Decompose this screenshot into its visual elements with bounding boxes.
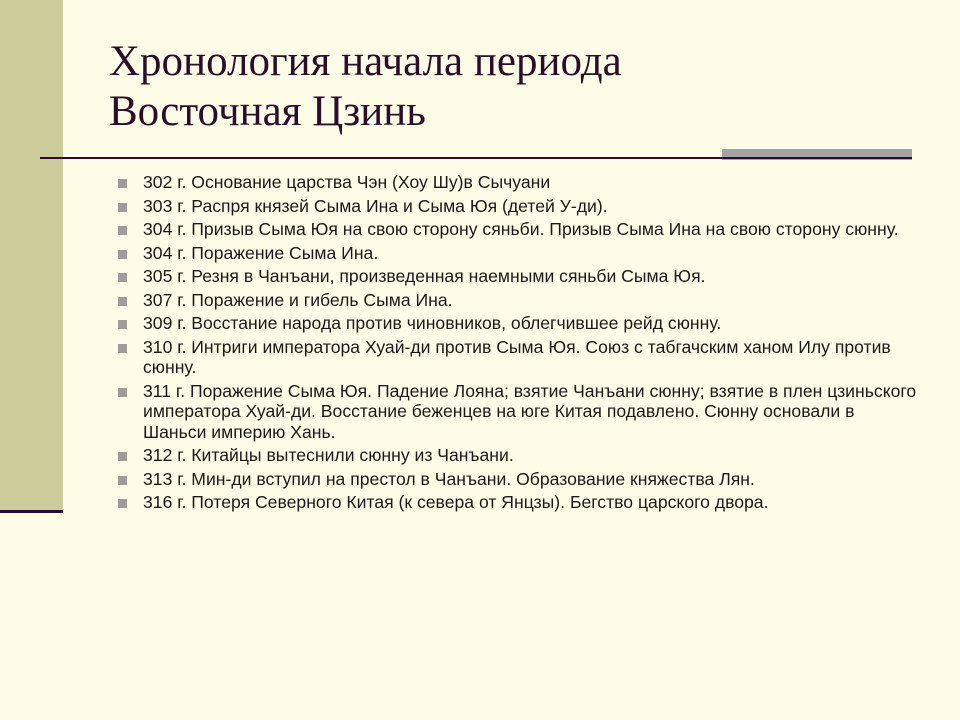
square-bullet-icon [118,297,127,306]
side-accent-underline [0,510,63,513]
title-rule [40,157,912,159]
square-bullet-icon [118,388,127,397]
bullet-item [118,445,918,466]
bullet-text: 311 г. Поражение Сыма Юя. Падение Лояна; взятие Чанъани сюнну; взятие в плен цзиньского императора Хуай-ди. Восстание беженцев на юге Китая подавлено. Сюнну основали в Шаньси империю Хань. [143,380,917,442]
bullet-item [118,243,918,264]
square-bullet-icon [118,452,127,461]
bullet-text: 305 г. Резня в Чанъани, произведенная наемными сяньби Сыма Юя. [143,266,706,286]
bullet-text: 307 г. Поражение и гибель Сыма Ина. [143,289,453,310]
bullet-item [118,266,918,287]
bullet-item [118,492,918,513]
slide-title-line-2: Восточная Цзинь [109,88,426,135]
slide-title-line-1: Хронология начала периода [109,38,622,85]
bullet-text: 303 г. Распря князей Сыма Ина и Сыма Юя (детей У-ди). [143,195,608,216]
bullet-text: 309 г. Восстание народа против чиновников, облегчившее рейд сюнну. [143,313,722,333]
bullet-text: 302 г. Основание царства Чэн (Хоу Шу)в Сычуани [143,172,551,192]
bullet-item [118,381,918,443]
square-bullet-icon [118,320,127,329]
bullet-item [118,313,918,334]
square-bullet-icon [118,476,127,485]
square-bullet-icon [118,179,127,188]
bullet-item [118,172,918,193]
bullet-text: 304 г. Призыв Сыма Юя на свою сторону сяньби. Призыв Сыма Ина на свою сторону сюнну. [143,219,899,239]
square-bullet-icon [118,273,127,282]
square-bullet-icon [118,344,127,353]
bullet-text: 316 г. Потеря Северного Китая (к севера от Янцзы). Бегство царского двора. [143,492,769,512]
bullet-item [118,219,918,240]
bullet-item [118,290,918,311]
square-bullet-icon [118,203,127,212]
bullet-text: 304 г. Поражение Сыма Ина. [143,242,379,263]
square-bullet-icon [118,499,127,508]
bullet-list [118,172,918,516]
side-accent-panel [0,0,63,510]
bullet-text: 310 г. Интриги императора Хуай-ди против Сыма Юя. Союз с табгачским ханом Илу против сюнну. [143,336,891,377]
slide-title [109,37,909,137]
bullet-item [118,196,918,217]
bullet-text: 313 г. Мин-ди вступил на престол в Чанъани. Образование княжества Лян. [143,468,755,489]
bullet-text: 312 г. Китайцы вытеснили сюнну из Чанъани. [143,445,514,465]
square-bullet-icon [118,250,127,259]
bullet-item [118,469,918,490]
square-bullet-icon [118,226,127,235]
bullet-item [118,337,918,378]
